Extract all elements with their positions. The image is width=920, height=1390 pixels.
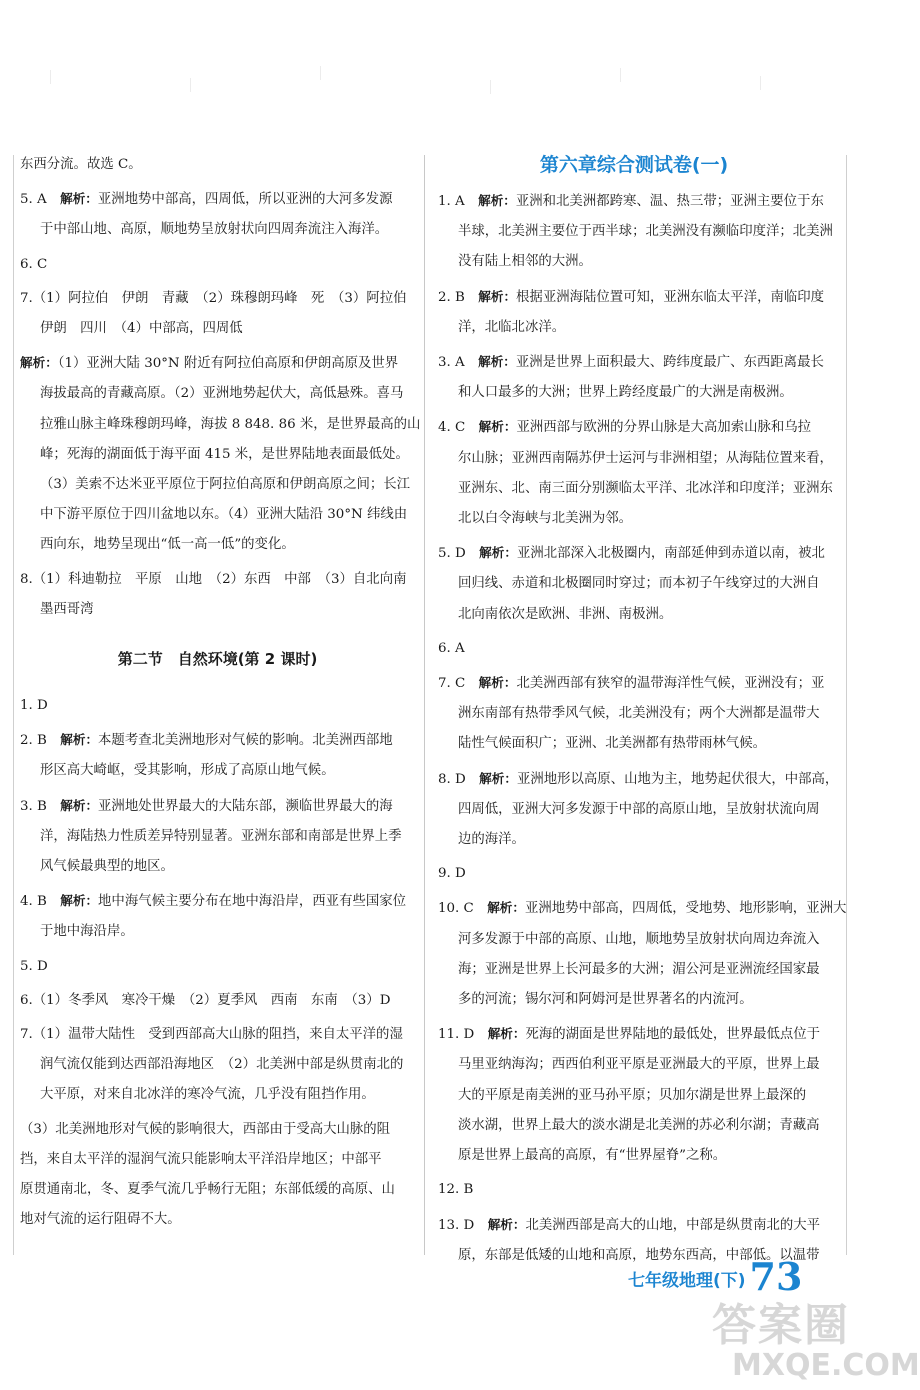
analysis-label: 解析： <box>20 355 58 371</box>
answer-line: 7.（1）阿拉伯 伊朗 青藏 （2）珠穆朗玛峰 死 （3）阿拉伯 <box>20 290 407 306</box>
answer-line: 4. B 解析：地中海气候主要分布在地中海沿岸，西亚有些国家位 <box>20 893 407 910</box>
analysis-label: 解析： <box>487 900 525 916</box>
answer-line: 半球，北美洲主要位于西半球；北美洲没有濒临印度洋；北美洲 <box>458 224 833 240</box>
left-margin-rule <box>13 155 14 1255</box>
answer-line: 3. B 解析：亚洲地处世界最大的大陆东部，濒临世界最大的海 <box>20 797 393 814</box>
answer-line: 东西分流。故选 C。 <box>20 157 142 172</box>
answer-line: 13. D 解析：北美洲西部是高大的山地，中部是纵贯南北的大平 <box>438 1216 821 1233</box>
right-column <box>438 150 847 1263</box>
answer-line: 北向南依次是欧洲、非洲、南极洲。 <box>458 606 673 622</box>
answer-line: 8.（1）科迪勒拉 平原 山地 （2）东西 中部 （3）自北向南 <box>20 571 407 587</box>
answer-line: 中下游平原位于四川盆地以东。（4）亚洲大陆沿 30°N 纬线由 <box>40 507 408 523</box>
answer-line: 9. D <box>438 866 466 882</box>
answer-list-chapter5 <box>20 150 421 625</box>
answer-line: 拉雅山脉主峰珠穆朗玛峰，海拔 8 848. 86 米，是世界最高的山 <box>40 416 421 432</box>
answer-line: 淡水湖，世界上最大的淡水湖是北美洲的苏必利尔湖；青藏高 <box>458 1117 820 1133</box>
answer-line: 于中部山地、高原，顺地势呈放射状向四周奔流注入海洋。 <box>40 222 389 238</box>
analysis-label: 解析： <box>60 191 98 207</box>
answer-line: 12. B <box>438 1182 474 1198</box>
answer-line: 地对气流的运行阻碍不大。 <box>20 1212 181 1228</box>
answer-line: 河多发源于中部的高原、山地，顺地势呈放射状向周边奔流入 <box>458 931 820 947</box>
answer-line: 挡，来自太平洋的湿润气流只能影响太平洋沿岸地区；中部平 <box>20 1151 382 1167</box>
column-divider <box>424 155 425 1255</box>
answer-line: 2. B 解析：本题考查北美洲地形对气候的影响。北美洲西部地 <box>20 732 393 749</box>
answer-line: 11. D 解析：死海的湖面是世界陆地的最低处，世界最低点位于 <box>438 1026 821 1043</box>
answer-line: 海拔最高的青藏高原。（2）亚洲地势起伏大，高低悬殊。喜马 <box>40 386 404 402</box>
analysis-label: 解析： <box>487 1026 526 1042</box>
page-number: 73 <box>749 1254 803 1299</box>
answer-line: 洲东南部有热带季风气候，北美洲没有；两个大洲都是温带大 <box>458 706 820 722</box>
answer-line: 和人口最多的大洲；世界上跨经度最广的大洲是南极洲。 <box>458 385 793 401</box>
answer-line: 4. C 解析：亚洲西部与欧洲的分界山脉是大高加索山脉和乌拉 <box>438 419 812 436</box>
watermark-url-text: MXQE.COM <box>732 1348 920 1383</box>
answer-line: 3. A 解析：亚洲是世界上面积最大、跨纬度最广、东西距离最长 <box>438 354 824 371</box>
analysis-label: 解析： <box>60 732 99 748</box>
analysis-label: 解析： <box>478 675 517 691</box>
answer-line: 西向东，地势呈现出“低一高一低”的变化。 <box>40 537 295 553</box>
answer-line: 于地中海沿岸。 <box>40 924 134 940</box>
answer-line: 7. C 解析：北美洲西部有狭窄的温带海洋性气候，亚洲没有；亚 <box>438 675 825 692</box>
answer-line: 7.（1）温带大陆性 受到西部高大山脉的阻挡，来自太平洋的湿 <box>20 1027 403 1043</box>
answer-line: 润气流仅能到达西部沿海地区 （2）北美洲中部是纵贯南北的 <box>40 1057 404 1073</box>
watermark-cn-text: 答案圈 <box>712 1300 850 1351</box>
answer-line: 5. D <box>20 958 48 974</box>
answer-line: 5. D 解析：亚洲北部深入北极圈内，南部延伸到赤道以南，被北 <box>438 545 825 562</box>
answer-line: 尔山脉；亚洲西南隔苏伊士运河与非洲相望；从海陆位置来看， <box>458 450 833 466</box>
analysis-label: 解析： <box>479 545 517 561</box>
answer-list-section2 <box>20 691 415 1235</box>
answer-line: 没有陆上相邻的大洲。 <box>458 254 592 270</box>
answer-line: 边的海洋。 <box>458 832 525 848</box>
answer-list-chapter6 <box>438 186 847 1271</box>
answer-line: 回归线、赤道和北极圈同时穿过；而本初子午线穿过的大洲自 <box>458 576 820 592</box>
answer-line: 原是世界上最高的高原，有“世界屋脊”之称。 <box>458 1148 727 1164</box>
answer-line: 原贯通南北，冬、夏季气流几乎畅行无阻；东部低缓的高原、山 <box>20 1182 395 1198</box>
analysis-label: 解析： <box>487 1216 526 1232</box>
answer-line: 亚洲东、北、南三面分别濒临太平洋、北冰洋和印度洋；亚洲东 <box>458 480 833 496</box>
answer-line: 四周低，亚洲大河多发源于中部的高原山地，呈放射状流向周 <box>458 801 820 817</box>
analysis-label: 解析： <box>478 288 517 304</box>
answer-line: 墨西哥湾 <box>40 601 94 617</box>
answer-line: 洋，海陆热力性质差异特别显著。亚洲东部和南部是世界上季 <box>40 828 402 844</box>
answer-line: 1. A 解析：亚洲和北美洲都跨寒、温、热三带；亚洲主要位于东 <box>438 193 824 209</box>
analysis-label: 解析： <box>478 193 516 208</box>
analysis-label: 解析： <box>60 797 99 813</box>
answer-line: 陆性气候面积广；亚洲、北美洲都有热带雨林气候。 <box>458 736 766 752</box>
chapter-test-title: 第六章综合测试卷(一) <box>539 154 729 176</box>
answer-line: 原，东部是低矮的山地和高原，地势东西高，中部低。以温带 <box>458 1247 820 1263</box>
answer-line: 10. C 解析：亚洲地势中部高，四周低，受地势、地形影响，亚洲大 <box>438 900 847 917</box>
answer-line: 多的河流；锡尔河和阿姆河是世界著名的内流河。 <box>458 992 753 1008</box>
answer-line: 形区高大崎岖，受其影响，形成了高原山地气候。 <box>40 763 335 779</box>
right-margin-rule <box>846 155 847 1255</box>
answer-line: 北以白令海峡与北美洲为邻。 <box>458 511 633 527</box>
answer-line: 峰；死海的湖面低于海平面 415 米，是世界陆地表面最低处。 <box>40 446 409 462</box>
answer-line: （3）美索不达米亚平原位于阿拉伯高原和伊朗高原之间；长江 <box>40 477 411 493</box>
analysis-label: 解析： <box>478 354 516 370</box>
watermark-logo <box>712 1300 920 1384</box>
answer-line: 2. B 解析：根据亚洲海陆位置可知，亚洲东临太平洋，南临印度 <box>438 288 825 305</box>
answer-line: 风气候最典型的地区。 <box>40 859 174 875</box>
answer-line: 5. A 解析：亚洲地势中部高，四周低，所以亚洲的大河多发源 <box>20 191 393 208</box>
answer-line: 6. A <box>438 640 465 656</box>
section-title: 第二节 自然环境(第 2 课时) <box>117 650 318 669</box>
answer-line: 大的平原是南美洲的亚马孙平原；贝加尔湖是世界上最深的 <box>458 1087 807 1103</box>
answer-line: 6.（1）冬季风 寒冷干燥 （2）夏季风 西南 东南 （3）D <box>20 992 391 1008</box>
analysis-label: 解析： <box>479 770 517 786</box>
answer-line: 伊朗 四川 （4）中部高，四周低 <box>40 321 243 337</box>
analysis-label: 解析： <box>478 419 517 435</box>
answer-line: 马里亚纳海沟；西西伯利亚平原是亚洲最大的平原，世界上最 <box>458 1057 820 1073</box>
grade-subject-label: 七年级地理(下) <box>628 1271 746 1291</box>
answer-line: 大平原，对来自北冰洋的寒冷气流，几乎没有阻挡作用。 <box>40 1087 375 1103</box>
answer-line: 海；亚洲是世界上长河最多的大洲；湄公河是亚洲流经国家最 <box>458 961 820 977</box>
analysis-label: 解析： <box>60 893 99 909</box>
scan-artifacts <box>20 60 880 110</box>
answer-line: 8. D 解析：亚洲地形以高原、山地为主，地势起伏很大，中部高， <box>438 770 839 787</box>
answer-line: 1. D <box>20 698 48 714</box>
answer-line: （3）北美洲地形对气候的影响很大，西部由于受高大山脉的阻 <box>20 1121 391 1137</box>
answer-line: 6. C <box>20 256 48 272</box>
answer-line: 洋，北临北冰洋。 <box>458 319 566 335</box>
left-column <box>20 150 421 1260</box>
answer-line: 解析：（1）亚洲大陆 30°N 附近有阿拉伯高原和伊朗高原及世界 <box>20 355 399 372</box>
page-footer <box>628 1254 803 1299</box>
